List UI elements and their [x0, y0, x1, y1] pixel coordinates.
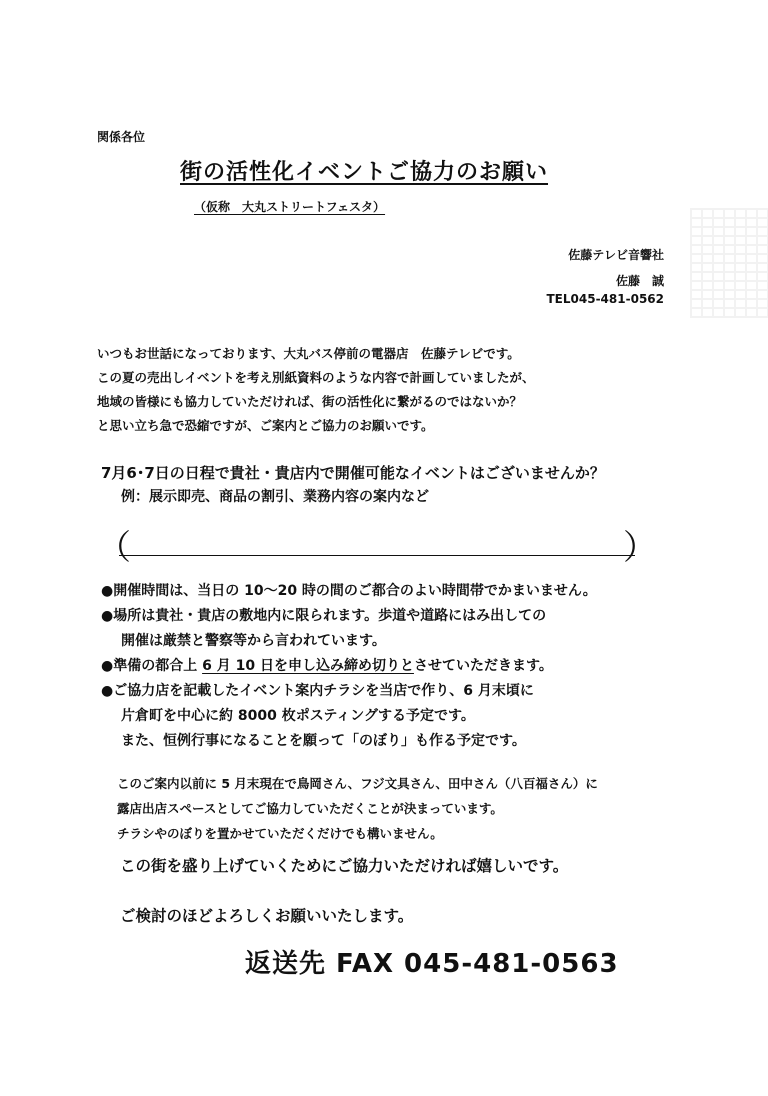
- sender-name: 佐藤 誠: [615, 274, 664, 288]
- event-question: 7月6･7日の日程で貴社・貴店内で開催可能なイベントはございませんか？: [101, 464, 605, 482]
- bullet-deadline: [101, 655, 553, 675]
- letter-title: 街の活性化イベントご協力のお願い: [180, 160, 549, 185]
- event-question-example: 例：展示即売、商品の割引、業務内容の案内など: [121, 489, 429, 505]
- sender-tel: TEL045-481-0562: [546, 292, 664, 306]
- intro-line: この夏の売出しイベントを考え別紙資料のような内容で計画していましたが、: [97, 370, 535, 385]
- bullet-hours: ●開催時間は、当日の 10～20 時の間のご都合のよい時間帯でかまいません。: [101, 583, 597, 599]
- deadline-underlined: 6 月 10 日を申し込み締め切りと: [202, 658, 414, 674]
- note-line: 露店出店スペースとしてご協力していただくことが決まっています。: [117, 801, 503, 816]
- answer-field[interactable]: [97, 524, 657, 568]
- intro-line: 地域の皆様にも協力していただければ、街の活性化に繋がるのではないか？: [97, 394, 523, 409]
- bullet-flyer-cont: 片倉町を中心に約 8000 枚ポスティングする予定です。: [121, 708, 475, 724]
- closing-regards: ご検討のほどよろしくお願いいたします。: [120, 907, 414, 925]
- answer-underline: [119, 555, 635, 556]
- note-line: このご案内以前に 5 月末現在で鳥岡さん、フジ文具さん、田中さん（八百福さん）に: [117, 776, 598, 791]
- addressee: 関係各位: [97, 130, 146, 144]
- intro-line: と思い立ち急で恐縮ですが、ご案内とご協力のお願いです。: [97, 418, 434, 433]
- fax-return: 返送先 FAX 045-481-0563: [245, 949, 619, 979]
- bullet-flyer: ●ご協力店を記載したイベント案内チラシを当店で作り、6 月末頃に: [101, 683, 534, 699]
- bullet-location-cont: 開催は厳禁と警察等から言われています。: [121, 633, 386, 649]
- closing-message: この街を盛り上げていくためにご協力いただければ嬉しいです。: [120, 857, 569, 875]
- answer-close-bracket: ）: [623, 528, 657, 568]
- answer-open-bracket: （: [97, 528, 131, 568]
- sender-company: 佐藤テレビ音響社: [568, 248, 664, 262]
- bullet-location: ●場所は貴社・貴店の敷地内に限られます。歩道や道路にはみ出しての: [101, 608, 547, 624]
- bullet-flyer-cont: また、恒例行事になることを願って「のぼり」も作る予定です。: [121, 733, 526, 749]
- note-line: チラシやのぼりを置かせていただくだけでも構いません。: [117, 826, 443, 841]
- intro-line: いつもお世話になっております、大丸バス停前の電器店 佐藤テレビです。: [97, 346, 520, 361]
- letter-subtitle: （仮称 大丸ストリートフェスタ）: [194, 200, 386, 214]
- faint-stamp-mark: [690, 208, 768, 318]
- deadline-suffix: させていただきます。: [413, 658, 553, 674]
- deadline-prefix: ●準備の都合上: [101, 658, 203, 674]
